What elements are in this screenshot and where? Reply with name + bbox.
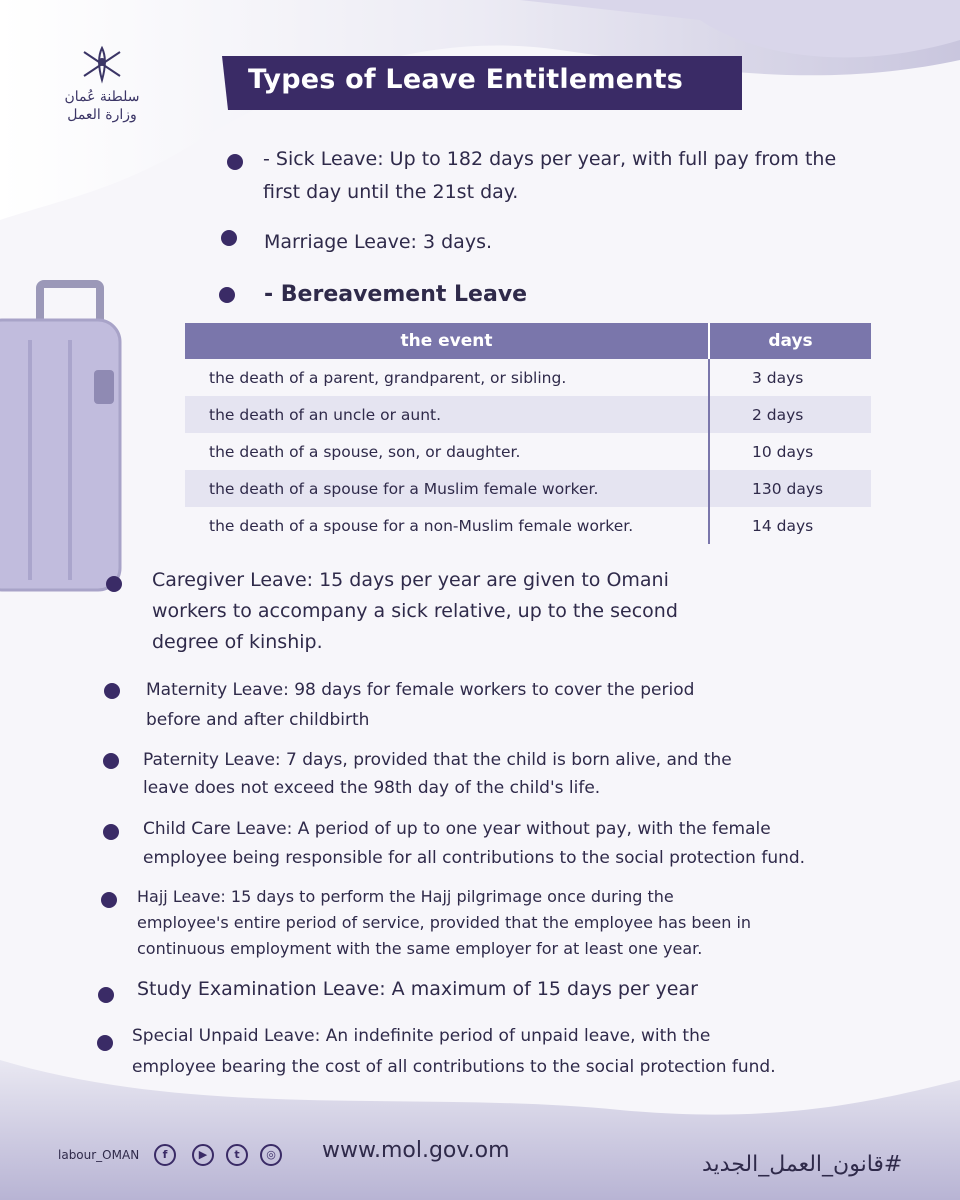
logo-text-line2: وزارة العمل [67, 107, 137, 123]
hajj-leave-line2: employee's entire period of service, provided that the employee has been in [137, 913, 752, 932]
paternity-leave-line1: Paternity Leave: 7 days, provided that the child is born alive, and the [143, 750, 732, 770]
table-row [185, 396, 871, 433]
bullet-hajj [101, 892, 117, 908]
bullet-unpaid [97, 1035, 113, 1051]
table-cell-event: the death of a spouse for a Muslim female worker. [185, 470, 709, 507]
logo-text-line1: سلطنة عُمان [64, 89, 140, 105]
ministry-logo [62, 44, 142, 124]
childcare-leave-line2: employee being responsible for all contributions to the social protection fund. [143, 848, 806, 868]
bullet-marriage [221, 230, 237, 246]
bullet-bereavement [219, 287, 235, 303]
paternity-leave-line2: leave does not exceed the 98th day of the child's life. [143, 778, 601, 798]
khanjar-emblem-icon [74, 44, 130, 84]
page-title: Types of Leave Entitlements [248, 64, 684, 95]
childcare-leave-line1: Child Care Leave: A period of up to one year without pay, with the female [143, 819, 771, 839]
marriage-leave: Marriage Leave: 3 days. [264, 231, 493, 253]
social-handle[interactable]: labour_OMAN [58, 1148, 140, 1162]
table-row [185, 507, 871, 544]
unpaid-leave-line2: employee bearing the cost of all contributions to the social protection fund. [132, 1057, 776, 1077]
table-row [185, 359, 871, 396]
table-cell-event: the death of an uncle or aunt. [185, 396, 709, 433]
maternity-leave-line1: Maternity Leave: 98 days for female workers to cover the period [146, 680, 695, 700]
table-cell-days: 10 days [709, 433, 871, 470]
bullet-maternity [104, 683, 120, 699]
facebook-icon[interactable]: f [154, 1144, 176, 1166]
maternity-leave-line2: before and after childbirth [146, 710, 370, 730]
bullet-sick [227, 154, 243, 170]
study-leave: Study Examination Leave: A maximum of 15 days per year [137, 978, 698, 1000]
caregiver-leave-line1: Caregiver Leave: 15 days per year are given to Omani [152, 569, 669, 591]
table-row [185, 433, 871, 470]
table-row [185, 470, 871, 507]
table-cell-event: the death of a parent, grandparent, or sibling. [209, 368, 567, 387]
bereavement-heading: - Bereavement Leave [264, 282, 528, 307]
luggage-icon [0, 280, 130, 600]
unpaid-leave-line1: Special Unpaid Leave: An indefinite period of unpaid leave, with the [132, 1026, 711, 1046]
hashtag: #قانون_العمل_الجديد [702, 1152, 903, 1177]
table-header-event: the event [185, 323, 709, 359]
bullet-paternity [103, 753, 119, 769]
website-link[interactable]: www.mol.gov.om [322, 1138, 510, 1163]
table-cell-days: 3 days [709, 359, 871, 396]
youtube-icon[interactable]: ▶ [192, 1144, 214, 1166]
caregiver-leave-line2: workers to accompany a sick relative, up to the second [152, 600, 678, 622]
hajj-leave-line3: continuous employment with the same employer for at least one year. [137, 939, 703, 958]
twitter-icon[interactable]: t [226, 1144, 248, 1166]
table-cell-event: the death of a spouse for a non-Muslim female worker. [209, 516, 634, 535]
table-cell-event: the death of a spouse, son, or daughter. [209, 442, 521, 461]
table-cell-days: 2 days [709, 396, 871, 433]
bullet-childcare [103, 824, 119, 840]
bullet-study [98, 987, 114, 1003]
table-cell-days: 14 days [709, 507, 871, 544]
table-header-days: days [709, 323, 871, 359]
caregiver-leave-line3: degree of kinship. [152, 631, 323, 653]
hajj-leave-line1: Hajj Leave: 15 days to perform the Hajj pilgrimage once during the [137, 887, 674, 906]
instagram-icon[interactable]: ◎ [260, 1144, 282, 1166]
table-cell-days: 130 days [709, 470, 871, 507]
sick-leave-line2: first day until the 21st day. [263, 181, 519, 203]
bereavement-table [185, 323, 871, 544]
bullet-caregiver [106, 576, 122, 592]
sick-leave-line1: - Sick Leave: Up to 182 days per year, with full pay from the [263, 148, 837, 170]
